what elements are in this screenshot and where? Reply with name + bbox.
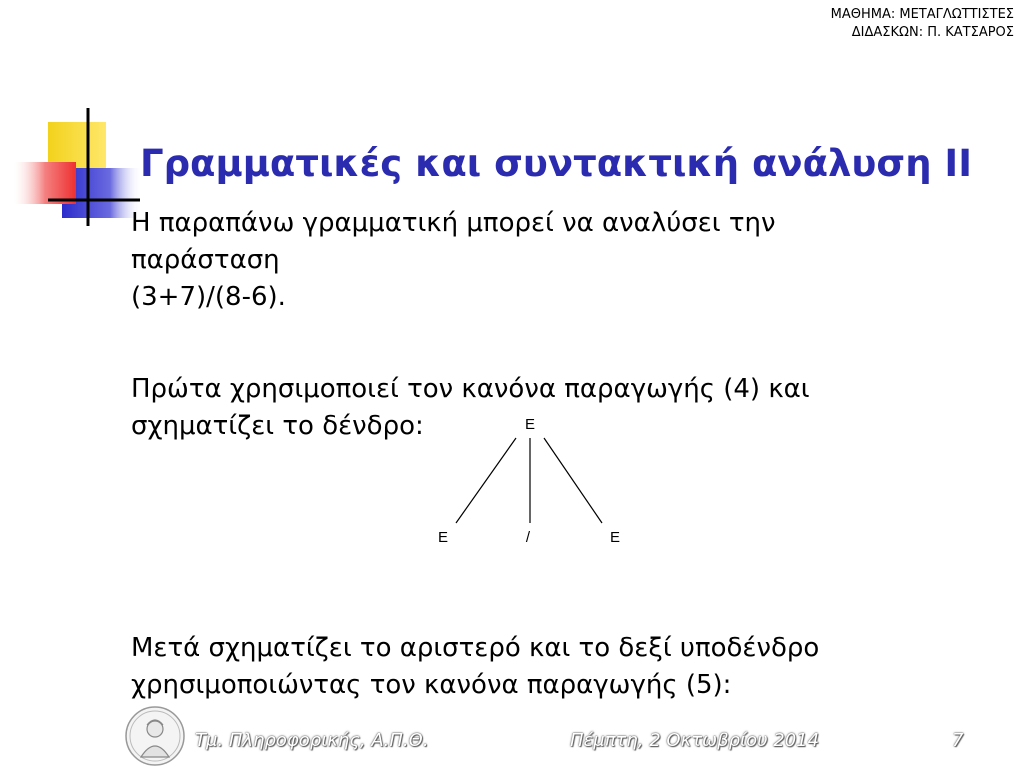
- tree-root-node: E: [524, 416, 536, 433]
- paragraph-expression: [131, 205, 776, 316]
- body-line: Η παραπάνω γραμματική μπορεί να αναλύσει την: [131, 208, 776, 238]
- course-header: [831, 6, 1014, 42]
- body-line: παράσταση: [131, 245, 280, 275]
- body-line: σχηματίζει το δένδρο:: [131, 411, 424, 441]
- decorative-squares: [0, 100, 150, 230]
- body-line: Πρώτα χρησιμοποιεί τον κανόνα παραγωγής (4) και: [131, 374, 810, 404]
- body-line: χρησιμοποιώντας τον κανόνα παραγωγής (5):: [131, 670, 732, 700]
- tree-edge-left: [456, 438, 516, 523]
- slide-title: Γραμματικές και συντακτική ανάλυση ΙΙ: [140, 142, 972, 185]
- parse-tree: [420, 408, 640, 553]
- paragraph-subtrees: [131, 630, 819, 704]
- tree-left-node: E: [437, 529, 449, 546]
- body-line: Μετά σχηματίζει το αριστερό και το δεξί υποδένδρο: [131, 633, 820, 663]
- footer-page-number: 7: [952, 730, 964, 751]
- instructor-name: ΔΙΔΑΣΚΩΝ: Π. ΚΑΤΣΑΡΟΣ: [851, 25, 1014, 40]
- tree-right-node: E: [609, 529, 621, 546]
- tree-middle-node: /: [525, 529, 531, 546]
- expression-text: (3+7)/(8-6).: [131, 282, 286, 312]
- course-name: ΜΑΘΗΜΑ: ΜΕΤΑΓΛΩΤΤΙΣΤΕΣ: [830, 7, 1014, 22]
- university-seal-logo: [124, 705, 186, 767]
- footer-date: Πέμπτη, 2 Οκτωβρίου 2014: [570, 730, 820, 751]
- tree-edge-right: [544, 438, 602, 523]
- deco-red-square: [14, 162, 76, 204]
- footer-department: Τμ. Πληροφορικής, Α.Π.Θ.: [195, 730, 429, 751]
